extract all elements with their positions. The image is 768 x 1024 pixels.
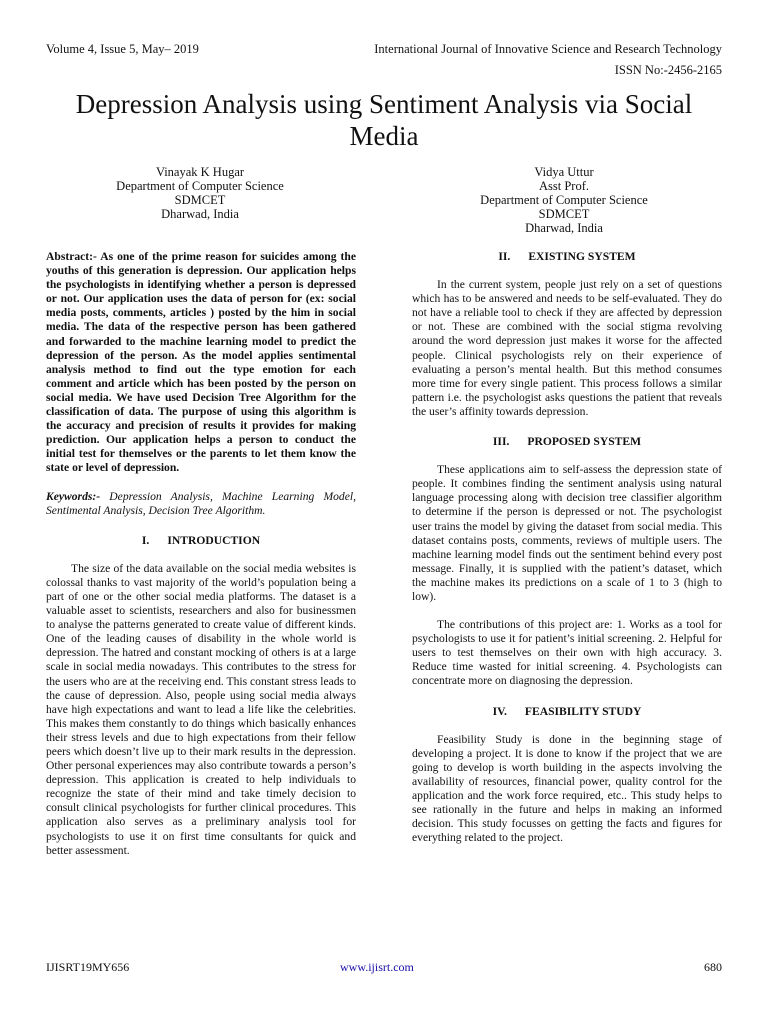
section-title: FEASIBILITY STUDY [524, 704, 642, 718]
journal-link[interactable]: www.ijisrt.com [340, 960, 414, 974]
section-title: PROPOSED SYSTEM [527, 435, 642, 449]
section-heading-introduction [46, 534, 356, 548]
section-number: I. [141, 533, 150, 547]
intro-paragraph: The size of the data available on the social media websites is colossal thanks to vast majority of the world’s population being a part of one or the other social media platforms. The dataset is a valuable asset to scientists, researchers and also for businessmen to analyse the patterns generated to create value of different kinds. One of the leading causes of disability in the whole world is depression. The hatred and constant mocking of others is at a large scale in social media nowadays. This contributes to the stress for the users who are at the receiving end. This constant stress leads to the cause of depression. Also, people using social media always have high expectations and want to lead a life like the celebrities. This makes them constantly to do things which basically enhances their stress levels and due to high expectations from their fellow peers which doesn’t live up to their mark results in the depression. Other personal experiences may also contribute towards a person’s depression. This application is created to help individuals to recognize the state of their mind and take timely decision to consult clinical psychologists for further clinical procedures. This application also serves as a preliminary analysis tool for psychologists to use it on first time consultants for quick and better assessment. [46, 561, 356, 857]
author-2-title: Asst Prof. [538, 179, 589, 193]
author-1 [60, 165, 340, 221]
keywords-text: Depression Analysis, Machine Learning Model, Sentimental Analysis, Decision Tree Algorithm. [46, 489, 356, 517]
section-heading-feasibility-study [412, 705, 722, 719]
author-2 [424, 165, 704, 235]
page-number: 680 [704, 960, 722, 974]
section-number: III. [492, 435, 510, 449]
author-1-name: Vinayak K Hugar [155, 165, 245, 179]
author-2-loc: Dharwad, India [525, 221, 603, 235]
section-title: INTRODUCTION [167, 533, 261, 547]
section-number: IV. [492, 704, 507, 718]
section-heading-proposed-system [412, 435, 722, 449]
keywords-label: Keywords:- [46, 489, 101, 503]
proposed-paragraph-1: These applications aim to self-assess the depression state of people. It combines finding the sentiment analysis using natural language processing along with decision tree classifier algorithm to determine if the person is depressed or not. The psychologist user trains the model by giving the dataset from social media. This dataset contains posts, comments, reviews of multiple users. The machine learning model finds out the sentiment behind every post message. Finally, it is supplied with the patient’s dataset, which the machine makes its predictions on a scale of 1 to 3 (high to low). [412, 463, 722, 603]
author-2-name: Vidya Uttur [534, 165, 594, 179]
paper-title: Depression Analysis using Sentiment Analysis via Social Media [75, 89, 693, 151]
author-2-inst: SDMCET [538, 207, 590, 221]
paper-id: IJISRT19MY656 [46, 960, 130, 974]
author-1-inst: SDMCET [174, 193, 226, 207]
author-1-loc: Dharwad, India [161, 207, 239, 221]
section-number: II. [498, 250, 511, 263]
section-title: EXISTING SYSTEM [528, 250, 636, 263]
journal-name: International Journal of Innovative Science and Research Technology [374, 42, 722, 56]
issn: ISSN No:-2456-2165 [614, 63, 722, 77]
author-2-dept: Department of Computer Science [480, 193, 648, 207]
existing-paragraph: In the current system, people just rely on a set of questions which has to be answered and needs to be self-evaluated. They do not have a reliable tool to check if they are affected by depression or not. These are combined with the social stigma revolving around the word depression just makes it worse for the affected people. Clinical psychologists rely on their experience of evaluating a person’s mental health. But this method consumes more time for every single patient. This process follows a similar pattern i.e. the psychologist asks questions the patient that reveals the user’s affinity towards depression. [412, 278, 722, 418]
volume-info: Volume 4, Issue 5, May– 2019 [46, 42, 199, 56]
proposed-paragraph-2: The contributions of this project are: 1. Works as a tool for psychologists to use it for patient’s initial screening. 2. Helpful for users to test themselves on their own with high accuracy. 3. Reduce time wasted for initial screening. 4. Psychologists can concentrate more on diagnosing the depression. [412, 618, 722, 688]
feasibility-paragraph: Feasibility Study is done in the beginning stage of developing a project. It is done to know if the project that we are going to develop is worth building in the aspects involving the availability of resources, financial power, quality control for the application and the work force required, etc.. This study helps to see rationally in the future and helps in making an informed decision. This study focusses on getting the facts and figures for everything related to the project. [412, 732, 722, 845]
author-1-dept: Department of Computer Science [116, 179, 284, 193]
left-column [46, 250, 356, 858]
right-column [412, 250, 722, 845]
abstract: Abstract:- As one of the prime reason for suicides among the youths of this generation is depression. Our application helps the psychologists in identifying whether a person is depressed or not. Our application uses the data of person for (ex: social media posts, comments, articles ) posted by the him in social media. The data of the respective person has been gathered and forwarded to the machine learning model to predict the depression of the person. As the model applies sentimental analysis method to find out the type emotion for each comment and article which has been posted by the person on social media. We have used Decision Tree Algorithm for the classification of data. The purpose of using this algorithm is the accuracy and precision of results it provides for making prediction. Our application helps a person to conduct the initial test for themselves or the parents to let them know the state or level of depression. [46, 250, 356, 475]
keywords [46, 490, 356, 518]
section-heading-existing-system [412, 250, 722, 264]
